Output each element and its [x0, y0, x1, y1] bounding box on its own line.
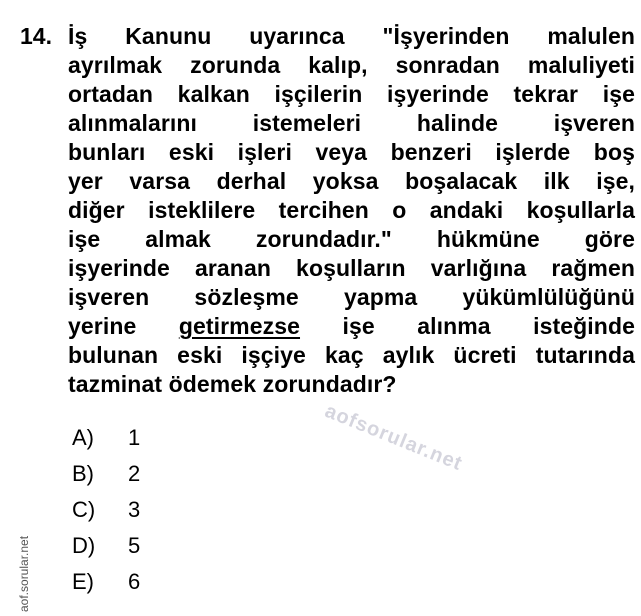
option-value: 5 [128, 533, 141, 558]
question-line: ortadan kalkan işçilerin işyerinde tekrar işe [68, 81, 635, 107]
side-watermark: aof.sorular.net [17, 535, 31, 612]
option-letter: C) [72, 497, 96, 522]
question-line: tazminat ödemek zorundadır? [68, 371, 397, 397]
question-line: yer varsa derhal yoksa boşalacak ilk işe, [68, 168, 635, 194]
question-line: diğer isteklilere tercihen o andaki koşullarla [68, 197, 635, 223]
question-text-fragment: yerine [68, 313, 137, 339]
question-line: alınmalarını istemeleri halinde işveren [68, 110, 635, 136]
option-letter: D) [72, 533, 96, 558]
question-line: işveren sözleşme yapma yükümlülüğünü [68, 284, 635, 310]
option-c[interactable] [72, 492, 168, 528]
question-number: 14. [20, 23, 52, 49]
emphasized-word: getirmezse [178, 313, 301, 339]
option-value: 6 [128, 569, 141, 594]
question-text-fragment: işe alınma isteğinde [342, 313, 635, 339]
option-letter: E) [72, 569, 94, 594]
option-d[interactable] [72, 528, 168, 564]
option-value: 2 [128, 461, 141, 486]
option-a[interactable] [72, 420, 168, 456]
question-text [68, 22, 635, 399]
option-letter: A) [72, 425, 94, 450]
option-letter: B) [72, 461, 94, 486]
question-line-with-emphasis [68, 312, 635, 341]
question-line: ayrılmak zorunda kalıp, sonradan maluliyeti [68, 52, 635, 78]
question-line: işe almak zorundadır." hükmüne göre [68, 226, 635, 252]
question-line: bulunan eski işçiye kaç aylık ücreti tutarında [68, 342, 635, 368]
option-value: 1 [128, 425, 141, 450]
question-line: İş Kanunu uyarınca "İşyerinden malulen [68, 23, 635, 49]
diagonal-watermark: aofsorular.net [321, 400, 466, 476]
option-b[interactable] [72, 456, 168, 492]
question-line: bunları eski işleri veya benzeri işlerde boş [68, 139, 635, 165]
option-value: 3 [128, 497, 141, 522]
question-line: işyerinde aranan koşulların varlığına rağmen [68, 255, 635, 281]
option-e[interactable] [72, 564, 168, 600]
answer-options [72, 420, 168, 600]
